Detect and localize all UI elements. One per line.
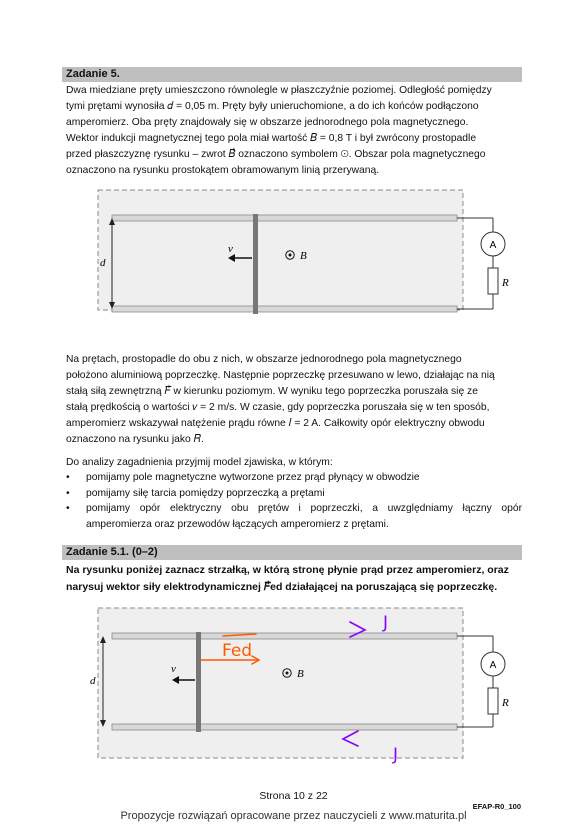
intro-line: przed płaszczyznę rysunku – zwrot 𝐵⃗ oznaczono symbolem ⊙. Obszar pola magnetycznego (66, 149, 486, 160)
description-line: amperomierz wskazywał natężenie prądu równe 𝐼 = 2 A. Całkowity opór elektryczny obwodu (66, 418, 485, 429)
field-label: B⃗ (300, 250, 316, 262)
page-number: Strona 10 z 22 (259, 790, 328, 802)
resistor-label: R (502, 697, 509, 709)
intro-line: amperomierz. Oba pręty znajdowały się w obszarze jednorodnego pola magnetycznego. (66, 117, 469, 128)
intro-line: tymi prętami wynosiła 𝑑 = 0,05 m. Pręty były unieruchomione, a do ich końców podłączono (66, 101, 479, 112)
intro-line: Wektor indukcji magnetycznej tego pola miał wartość 𝐵 = 0,8 T i był zwrócony prostopadle (66, 133, 477, 144)
list-item: • pomijamy siłę tarcia pomiędzy poprzeczką a prętami (66, 486, 522, 502)
velocity-label: v⃗ (228, 243, 242, 255)
task-header: Zadanie 5. (62, 67, 522, 82)
description-line: stałą prędkością o wartości 𝑣 = 2 m/s. W czasie, gdy poprzeczka poruszała się w ten sposób, (66, 402, 490, 413)
ammeter-label: A (489, 660, 497, 671)
circuit-figure (0, 180, 587, 330)
crossbar (253, 214, 258, 314)
bottom-rail (112, 724, 457, 730)
velocity-label: v⃗ (171, 663, 185, 675)
description-line: położono aluminiową poprzeczkę. Następnie poprzeczkę przesuwano w lewo, działając na nią (66, 370, 495, 381)
bottom-rail (112, 306, 457, 312)
model-list (66, 470, 522, 532)
instruction-line: Na rysunku poniżej zaznacz strzałką, w którą stronę płynie prąd przez amperomierz, oraz (66, 564, 509, 576)
intro-line: oznaczono na rysunku prostokątem obramowanym linią przerywaną. (66, 165, 380, 176)
current-label-top: J (383, 613, 389, 633)
magnetic-field-region (98, 608, 463, 758)
magnetic-field-region (98, 190, 463, 310)
model-intro: Do analizy zagadnienia przyjmij model zjawiska, w którym: (66, 457, 333, 468)
instruction-line: narysuj wektor siły elektrodynamicznej 𝐹⃗ed działającej na poruszającą się poprzeczkę. (66, 581, 498, 593)
distance-label: d (100, 257, 106, 269)
current-label-bottom: J (393, 745, 399, 765)
field-label: B⃗ (297, 668, 313, 680)
document-code: EFAP-R0_100 (472, 802, 521, 811)
description-line: oznaczono na rysunku jako 𝑅. (66, 434, 204, 445)
resistor-symbol (488, 688, 498, 714)
description-line: stałą siłą zewnętrzną 𝐹⃗ w kierunku poziomym. W wyniku tego poprzeczka poruszała się ze (66, 386, 478, 397)
crossbar (196, 632, 201, 732)
source-note: Propozycje rozwiązań opracowane przez nauczycieli z www.maturita.pl (120, 810, 467, 822)
intro-line: Dwa miedziane pręty umieszczono równolegle w płaszczyźnie poziomej. Odległość pomiędzy (66, 85, 492, 96)
resistor-label: R (502, 277, 509, 289)
ammeter-label: A (489, 240, 497, 251)
resistor-symbol (488, 268, 498, 294)
description-line: Na prętach, prostopadle do obu z nich, w obszarze jednorodnego pola magnetycznego (66, 354, 462, 365)
list-item: • pomijamy pole magnetyczne wytworzone przez prąd płynący w obwodzie (66, 470, 522, 486)
subtask-header: Zadanie 5.1. (0–2) (62, 545, 522, 560)
list-item: • pomijamy opór elektryczny obu prętów i poprzeczki, a uwzględniamy łączny opór amperomierza oraz przewodów łączących amperomierz z prętami. (66, 501, 522, 532)
distance-label: d (90, 675, 96, 687)
force-label: Fed (222, 641, 253, 661)
answer-figure (0, 600, 587, 775)
top-rail (112, 633, 457, 639)
top-rail (112, 215, 457, 221)
